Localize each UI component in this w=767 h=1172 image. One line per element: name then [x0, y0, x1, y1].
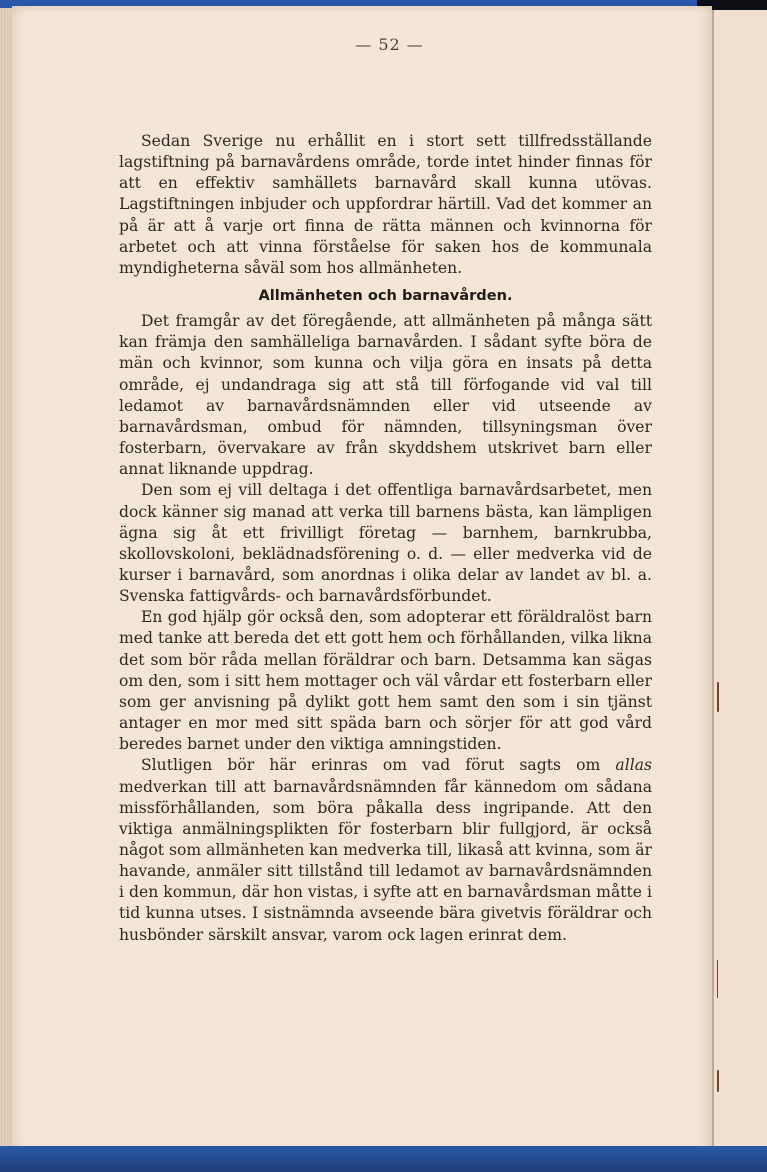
margin-mark: [717, 1070, 719, 1092]
intro-paragraph: Sedan Sverige nu erhållit en i stort sett tillfredsställande lagstiftning på barnavårdens område, torde intet hinder finnas för att en effektiv samhällets barnavård skall kunna utövas. Lagstiftningen inbjuder och uppfordrar härtill. Vad det kommer an på är att å varje ort finna de rätta männen och kvinnorna för arbetet och att vinna förståelse för saken hos de kommunala myndigheterna såväl som hos allmänheten.: [119, 132, 652, 277]
page-body: [119, 131, 652, 946]
margin-mark: [717, 682, 719, 712]
last-paragraph-start: Slutligen bör här erinras om vad förut sagts om: [141, 756, 616, 775]
section-heading: Allmänheten och barnavården.: [258, 287, 513, 305]
page-number: — 52 —: [355, 35, 424, 54]
book-page: [12, 6, 712, 1152]
adjacent-page: [712, 10, 767, 1152]
last-paragraph-rest: medverkan till att barnavårdsnämnden får kännedom om sådana missförhållanden, som böra påkalla dess ingripande. Att den viktiga anmälningsplikten för fosterbarn blir fullgjord, är också något som allmänheten kan medverka till, likaså att kvinna, som är havande, anmäler sitt tillstånd till ledamot av barnavårdsnämnden i den kommun, där hon vistas, i syfte att en barnavårdsman måtte i tid kunna utses. I sistnämnda avseende bära givetvis föräldrar och husbönder särskilt ansvar, varom ock lagen erinrat dem.: [119, 777, 652, 944]
margin-mark: [717, 960, 718, 998]
body-paragraph: En god hjälp gör också den, som adopterar ett föräldralöst barn med tanke att bereda det ett gott hem och förhållanden, vilka likna det som bör råda mellan föräldrar och barn. Detsamma kan sägas om den, som i sitt hem mottager och väl vårdar ett fosterbarn eller som ger anvisning på dylikt gott hem samt den som i sin tjänst antager en mor med sitt späda barn och sörjer för att god vård beredes barnet under den viktiga amningstiden.: [119, 608, 652, 754]
book-cover-bottom-edge: [0, 1146, 767, 1172]
body-paragraph: Det framgår av det föregående, att allmänheten på många sätt kan främja den samhälleliga barnavården. I sådant syfte böra de män och kvinnor, som kunna och vilja göra en insats på detta område, ej undandraga sig att stå till förfogande vid val till ledamot av barnavårdsnämnden eller vid utseende av barnavårdsman, ombud för nämnden, tillsyningsman över fosterbarn, övervakare av från skyddshem utskrivet barn eller annat liknande uppdrag.: [119, 312, 652, 479]
emphasized-word: allas: [615, 756, 652, 775]
last-paragraph: [119, 755, 652, 945]
body-paragraph: Den som ej vill deltaga i det offentliga barnavårdsarbetet, men dock känner sig manad att verka till barnens bästa, kan lämpligen ägna sig åt ett frivilligt företag — barnhem, barnkrubba, skollovskoloni, beklädnadsförening o. d. — eller medverka vid de kurser i barnavård, som anordnas i olika delar av landet av bl. a. Svenska fattigvårds- och barnavårdsförbundet.: [119, 481, 652, 606]
